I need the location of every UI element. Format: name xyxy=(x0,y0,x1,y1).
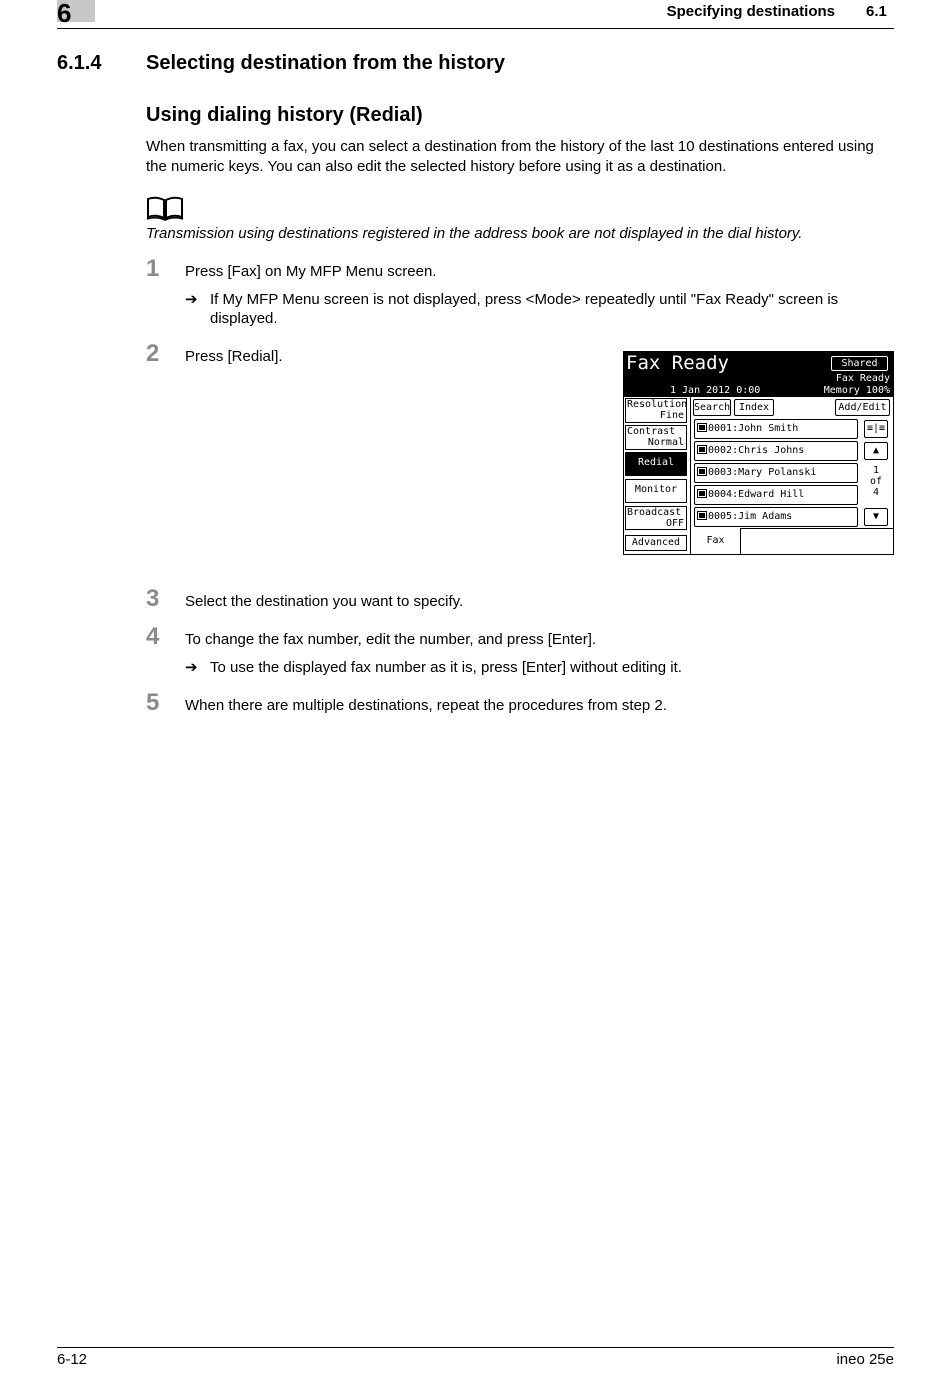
broadcast-value: OFF xyxy=(665,518,684,529)
running-header-section: 6.1 xyxy=(866,3,887,20)
page-of: of xyxy=(869,476,883,487)
arrow-icon: ➔ xyxy=(185,291,198,308)
shared-button[interactable]: Shared xyxy=(831,356,888,371)
intro-paragraph: When transmitting a fax, you can select a destination from the history of the last 10 destinations entered using the numeric keys. You can also edit the selected history before using it as a destination. xyxy=(146,138,874,175)
destination-item[interactable] xyxy=(694,485,858,505)
page-indicator xyxy=(864,465,888,498)
search-tab[interactable]: Search xyxy=(693,399,731,416)
fax-icon xyxy=(697,423,707,432)
fax-icon xyxy=(697,467,707,476)
destination-label: 0002:Chris Johns xyxy=(708,445,805,456)
step-number: 1 xyxy=(146,255,160,282)
broadcast-label: Broadcast xyxy=(627,507,682,518)
step-text: When there are multiple destinations, repeat the procedures from step 2. xyxy=(185,697,667,714)
destination-item[interactable] xyxy=(694,507,858,527)
tab-line xyxy=(741,528,893,529)
destination-label: 0004:Edward Hill xyxy=(708,489,805,500)
header-rule xyxy=(57,28,894,29)
section-title: Selecting destination from the history xyxy=(146,52,505,74)
screen-title: Fax Ready xyxy=(626,352,729,374)
date-time: 1 Jan 2012 0:00 xyxy=(670,385,761,396)
scroll-down-button[interactable]: ▼ xyxy=(864,508,888,526)
footer-rule xyxy=(57,1347,894,1348)
fax-ready-screen xyxy=(623,351,894,555)
product-name: ineo 25e xyxy=(836,1351,894,1368)
fax-status: Fax Ready xyxy=(835,373,890,384)
step-text: Press [Fax] on My MFP Menu screen. xyxy=(185,263,437,280)
destination-label: 0001:John Smith xyxy=(708,423,799,434)
destination-item[interactable] xyxy=(694,441,858,461)
destination-label: 0005:Jim Adams xyxy=(708,511,793,522)
advanced-button[interactable]: Advanced xyxy=(625,535,687,551)
chapter-number: 6 xyxy=(57,0,72,28)
fax-icon xyxy=(697,511,707,520)
section-number: 6.1.4 xyxy=(57,52,102,74)
step-number: 2 xyxy=(146,340,160,367)
running-header-title: Specifying destinations xyxy=(666,3,835,20)
destination-item[interactable] xyxy=(694,463,858,483)
fax-icon xyxy=(697,445,707,454)
memory-status: Memory 100% xyxy=(823,385,890,396)
resolution-button[interactable] xyxy=(625,398,687,423)
fax-icon xyxy=(697,489,707,498)
step-number: 3 xyxy=(146,585,160,612)
page-total: 4 xyxy=(872,487,880,498)
step-subtext: To use the displayed fax number as it is, press [Enter] without editing it. xyxy=(210,659,682,676)
resolution-label: Resolution xyxy=(627,399,688,410)
note-text: Transmission using destinations registered in the address book are not displayed in the dial history. xyxy=(146,225,803,242)
contrast-button[interactable] xyxy=(625,425,687,450)
contrast-value: Normal xyxy=(647,437,684,448)
index-tab[interactable]: Index xyxy=(734,399,774,416)
monitor-button[interactable]: Monitor xyxy=(625,479,687,503)
book-icon xyxy=(146,195,184,226)
page-current: 1 xyxy=(872,465,880,476)
add-edit-button[interactable]: Add/Edit xyxy=(835,399,890,416)
step-text: Select the destination you want to specify. xyxy=(185,593,464,610)
destination-label: 0003:Mary Polanski xyxy=(708,467,817,478)
broadcast-button[interactable] xyxy=(625,506,687,530)
redial-button[interactable]: Redial xyxy=(625,452,687,476)
subheading: Using dialing history (Redial) xyxy=(146,104,423,126)
arrow-icon: ➔ xyxy=(185,659,198,676)
page-number: 6-12 xyxy=(57,1351,88,1368)
step-text: To change the fax number, edit the number, and press [Enter]. xyxy=(185,631,597,648)
step-number: 5 xyxy=(146,689,160,716)
fax-mode-tab[interactable]: Fax xyxy=(691,528,741,555)
mode-tab-area xyxy=(691,528,893,555)
scroll-up-button[interactable]: ▲ xyxy=(864,442,888,460)
step-subtext: If My MFP Menu screen is not displayed, press <Mode> repeatedly until "Fax Ready" screen is displayed. xyxy=(210,291,839,327)
screen-title-bar xyxy=(624,352,893,397)
list-view-toggle-button[interactable]: ≡|≡ xyxy=(864,420,888,438)
resolution-value: Fine xyxy=(659,410,684,421)
step-text: Press [Redial]. xyxy=(185,348,283,365)
step-number: 4 xyxy=(146,623,160,650)
contrast-label: Contrast xyxy=(627,426,676,437)
destination-item[interactable] xyxy=(694,419,858,439)
